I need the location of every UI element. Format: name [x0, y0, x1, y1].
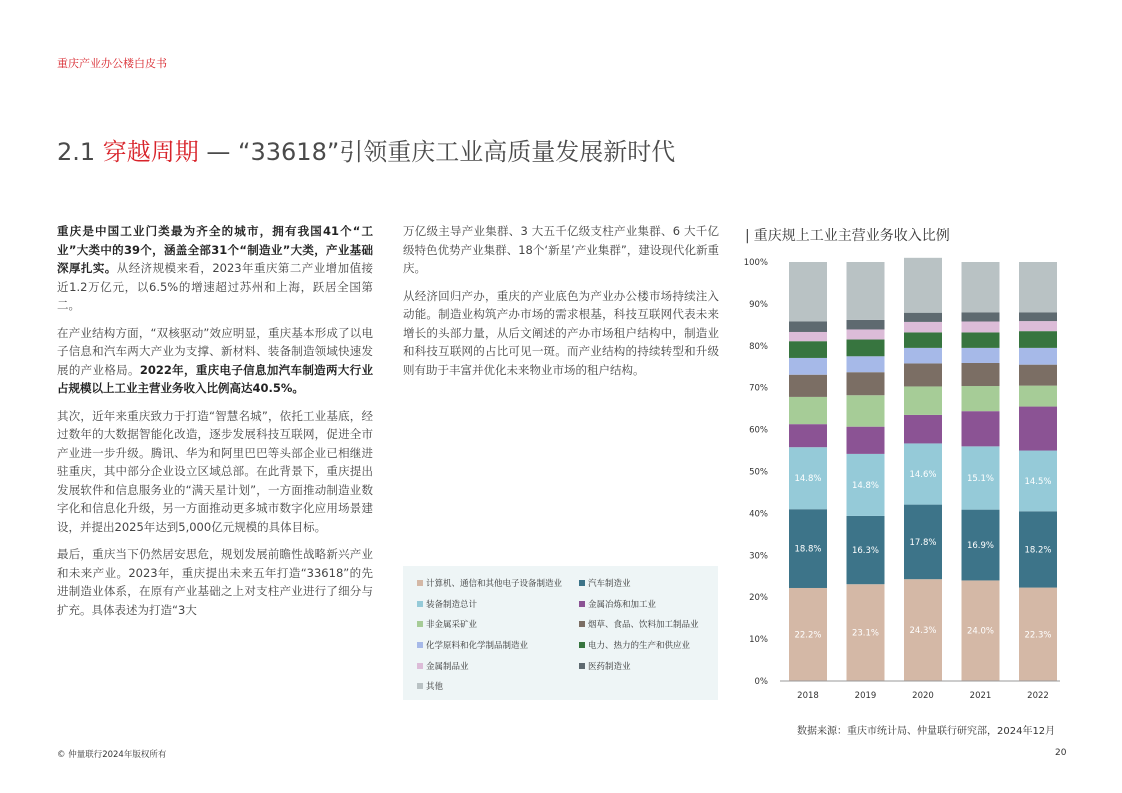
- bar-segment: [962, 363, 1000, 386]
- bar-segment: [847, 372, 885, 395]
- legend-item: [579, 660, 631, 672]
- bar-segment: [789, 332, 827, 341]
- bar-segment: [789, 397, 827, 424]
- legend-swatch: [579, 601, 585, 607]
- bar-segment: [1019, 407, 1057, 451]
- data-label: 24.3%: [909, 626, 937, 637]
- legend-label: 其他: [426, 682, 444, 692]
- data-label: 18.8%: [794, 544, 822, 555]
- x-tick-label: 2018: [797, 691, 819, 701]
- y-tick-label: 20%: [749, 593, 768, 604]
- section-title-highlight: 穿越周期: [102, 138, 199, 166]
- bar-segment: [904, 348, 942, 364]
- legend-item: [417, 680, 443, 692]
- bar-segment: [962, 312, 1000, 321]
- paragraph-2: [57, 324, 373, 398]
- bar-segment: [962, 332, 1000, 348]
- bar-segment: [904, 415, 942, 443]
- y-tick-label: 10%: [749, 635, 768, 646]
- data-label: 14.6%: [909, 470, 937, 481]
- legend-swatch: [417, 663, 423, 669]
- x-tick-label: 2019: [854, 691, 877, 701]
- bar-segment: [962, 348, 1000, 363]
- legend-label: 装备制造总计: [426, 600, 478, 610]
- y-tick-label: 0%: [754, 677, 768, 687]
- section-title: [57, 132, 675, 167]
- section-title-rest: — “33618”引领重庆工业高质量发展新时代: [198, 138, 676, 166]
- legend-item: [417, 598, 477, 610]
- chart-title-text: 重庆规上工业主营业务收入比例: [753, 228, 950, 244]
- bar-segment: [1019, 365, 1057, 386]
- bar-segment: [904, 322, 942, 332]
- bar-segment: [1019, 321, 1057, 331]
- data-label: 14.5%: [1024, 476, 1052, 487]
- y-tick-label: 40%: [749, 509, 768, 520]
- stacked-bar-chart: [740, 250, 1070, 710]
- document-header: 重庆产业办公楼白皮书: [57, 57, 167, 70]
- legend-swatch: [417, 621, 423, 627]
- text-column-left: [57, 222, 373, 628]
- legend-label: 汽车制造业: [588, 579, 631, 589]
- data-label: 14.8%: [794, 474, 822, 485]
- legend-item: [579, 639, 690, 651]
- legend-swatch: [417, 642, 423, 648]
- data-label: 22.3%: [1024, 630, 1052, 641]
- bar-segment: [962, 262, 1000, 312]
- bar-segment: [904, 332, 942, 348]
- bar-segment: [1019, 312, 1057, 321]
- x-tick-label: 2022: [1027, 691, 1049, 701]
- bar-segment: [1019, 262, 1057, 312]
- paragraph-4: 最后，重庆当下仍然居安思危，规划发展前瞻性战略新兴产业和未来产业。2023年，重庆提出未来五年打造“33618”的先进制造业体系，在原有产业基础之上对支柱产业进行了细分与扩充。具体表述为打造“3大: [57, 547, 373, 617]
- bar-segment: [789, 262, 827, 321]
- bar-segment: [789, 341, 827, 358]
- bar-segment: [847, 329, 885, 339]
- bar-segment: [904, 258, 942, 313]
- x-tick-label: 2020: [912, 691, 934, 701]
- bar-segment: [789, 424, 827, 447]
- bar-segment: [1019, 386, 1057, 407]
- y-tick-label: 90%: [749, 299, 768, 310]
- legend-item: [417, 660, 469, 672]
- page-number: 20: [1055, 748, 1067, 758]
- legend-swatch: [417, 580, 423, 586]
- y-tick-label: 30%: [749, 551, 768, 562]
- chart-legend: [403, 566, 718, 700]
- legend-label: 医药制造业: [588, 662, 631, 672]
- bar-segment: [1019, 331, 1057, 348]
- x-tick-label: 2021: [969, 691, 992, 701]
- bar-segment: [904, 386, 942, 414]
- y-tick-label: 60%: [749, 425, 768, 436]
- legend-label: 化学原料和化学制品制造业: [426, 641, 529, 651]
- data-label: 14.8%: [851, 480, 880, 491]
- bar-segment: [962, 386, 1000, 411]
- bar-segment: [847, 395, 885, 426]
- paragraph-1: [57, 222, 373, 315]
- paragraph-6: 从经济回归产办，重庆的产业底色为产业办公楼市场持续注入动能。制造业构筑产办市场的需求根基，科技互联网代表未来增长的头部力量，从后文阐述的产办市场租户结构中，制造业和科技互联网的占比可见一斑。而产业结构的持续转型和升级则有助于丰富并优化未来物业市场的租户结构。: [403, 288, 719, 377]
- legend-swatch: [579, 580, 585, 586]
- data-label: 16.9%: [966, 541, 995, 552]
- copyright-footer: © 仲量联行2024年版权所有: [57, 750, 167, 760]
- legend-label: 电力、热力的生产和供应业: [588, 641, 691, 651]
- legend-label: 金属冶炼和加工业: [588, 600, 657, 610]
- data-label: 22.2%: [794, 630, 822, 641]
- data-label: 18.2%: [1024, 545, 1052, 556]
- bar-segment: [1019, 348, 1057, 365]
- data-label: 24.0%: [966, 626, 995, 637]
- bar-segment: [789, 375, 827, 397]
- legend-swatch: [417, 683, 423, 689]
- bar-segment: [847, 356, 885, 372]
- legend-label: 金属制品业: [426, 662, 469, 672]
- paragraph-3: 其次，近年来重庆致力于打造“智慧名城”，依托工业基底，经过数年的大数据智能化改造，逐步发展科技互联网，促进全市产业进一步升级。腾讯、华为和阿里巴巴等头部企业已相继进驻重庆，其中部分企业设立区域总部。在此背景下，重庆提出发展软件和信息服务业的“满天星计划”，一方面推动制造业数字化和信息化升级，另一方面推动更多城市数字化应用场景建设，并提出2025年达到5,000亿元规模的具体目标。: [57, 408, 373, 534]
- section-number: 2.1: [57, 138, 103, 166]
- legend-item: [579, 618, 699, 630]
- bar-segment: [962, 411, 1000, 446]
- legend-swatch: [417, 601, 423, 607]
- legend-item: [579, 598, 656, 610]
- y-tick-label: 100%: [743, 258, 768, 268]
- legend-swatch: [579, 642, 585, 648]
- legend-label: 计算机、通信和其他电子设备制造业: [426, 579, 563, 589]
- paragraph-5: 万亿级主导产业集群、3 大五千亿级支柱产业集群、6 大千亿级特色优势产业集群、18个‘新星’产业集群”，建设现代化新重庆。: [403, 224, 719, 275]
- legend-item: [417, 639, 528, 651]
- data-label: 16.3%: [851, 546, 880, 557]
- paragraph-2-bold: 2022年，重庆电子信息加汽车制造两大行业占规模以上工业主营业务收入比例高达40.5%。: [57, 362, 373, 395]
- y-tick-label: 70%: [749, 383, 768, 394]
- paragraph-1-bold: 重庆是中国工业门类最为齐全的城市，拥有我国41个“工业”大类中的39个，涵盖全部31个“制造业”大类，产业基础深厚扎实。: [57, 224, 373, 275]
- bar-segment: [789, 358, 827, 375]
- chart-title: [745, 225, 950, 245]
- legend-item: [579, 577, 631, 589]
- legend-swatch: [579, 621, 585, 627]
- bar-segment: [847, 262, 885, 320]
- bar-segment: [904, 313, 942, 322]
- data-source: 数据来源：重庆市统计局、仲量联行研究部，2024年12月: [797, 726, 1056, 737]
- data-label: 15.1%: [966, 473, 995, 484]
- y-tick-label: 50%: [749, 467, 768, 478]
- paragraph-1-text: 从经济规模来看，2023年重庆第二产业增加值接近1.2万亿元，以6.5%的增速超过苏州和上海，跃居全国第二。: [57, 261, 374, 312]
- legend-item: [417, 618, 477, 630]
- legend-label: 非金属采矿业: [426, 620, 478, 630]
- bar-segment: [904, 363, 942, 386]
- bar-segment: [789, 321, 827, 331]
- text-column-middle: [403, 222, 719, 388]
- paragraph-2-text: 在产业结构方面，“双核驱动”效应明显，重庆基本形成了以电子信息和汽车两大产业为支撑、新材料、装备制造领域快速发展的产业格局。: [57, 325, 373, 377]
- data-label: 23.1%: [851, 628, 880, 639]
- legend-label: 烟草、食品、饮料加工制品业: [588, 620, 699, 630]
- bar-segment: [847, 340, 885, 357]
- data-label: 17.8%: [909, 537, 937, 548]
- bar-segment: [962, 321, 1000, 332]
- legend-swatch: [579, 663, 585, 669]
- y-tick-label: 80%: [749, 341, 768, 352]
- legend-item: [417, 577, 562, 589]
- bar-segment: [847, 427, 885, 454]
- bar-segment: [847, 320, 885, 330]
- chart-title-marker: |: [745, 228, 750, 244]
